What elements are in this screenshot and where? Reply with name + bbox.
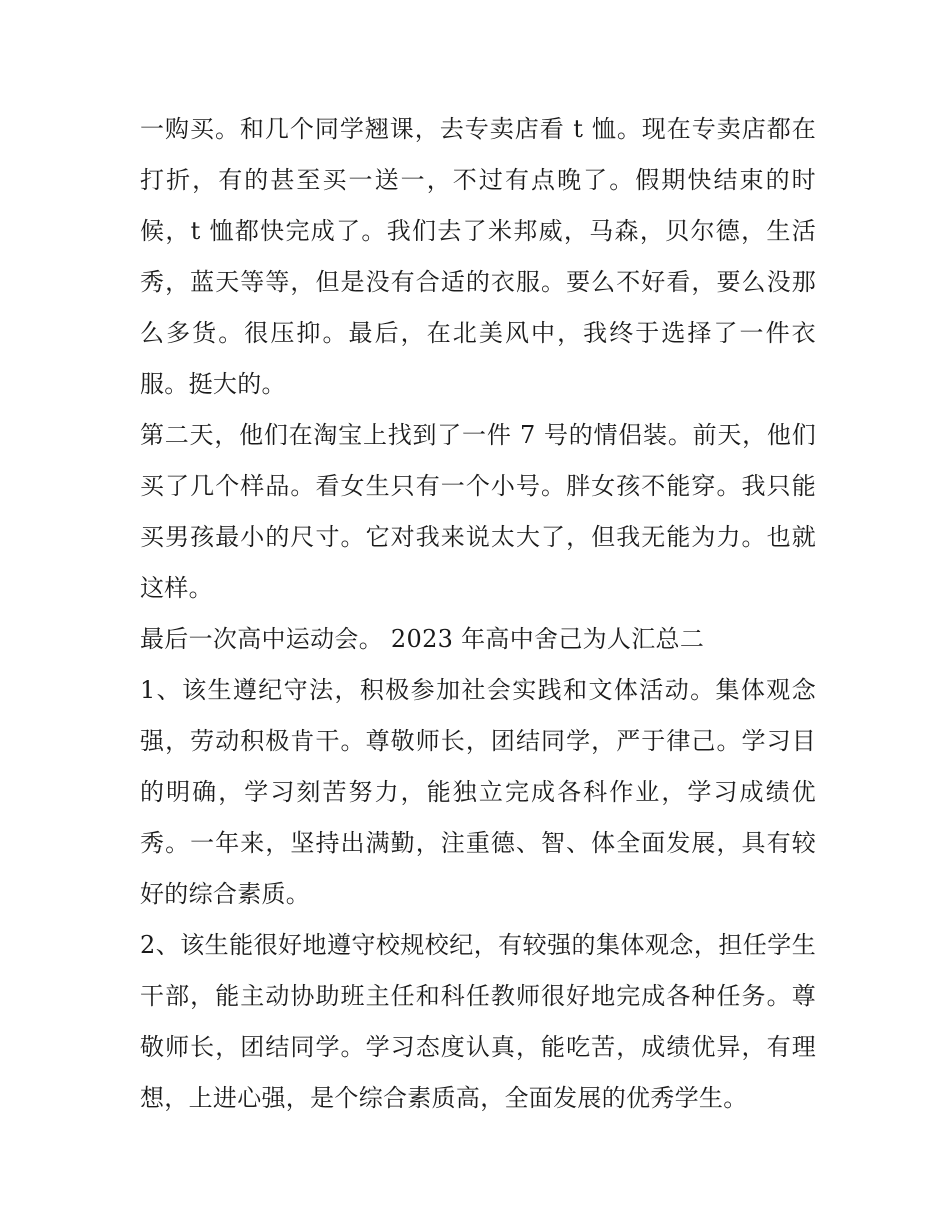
document-body: [140, 104, 816, 1124]
paragraph-sports-meet: 最后一次高中运动会。 2023 年高中舍己为人汇总二: [140, 625, 705, 653]
paragraph-comment-1: 1、该生遵纪守法，积极参加社会实践和文体活动。集体观念强，劳动积极肯干。尊敬师长，团结同学，严于律己。学习目的明确，学习刻苦努力，能独立完成各科作业，学习成绩优秀。一年来，坚持出满勤，注重德、智、体全面发展，具有较好的综合素质。: [140, 676, 816, 908]
paragraph-shopping: 一购买。和几个同学翘课，去专卖店看 t 恤。现在专卖店都在打折，有的甚至买一送一，不过有点晚了。假期快结束的时候，t 恤都快完成了。我们去了米邦威，马森，贝尔德，生活秀，蓝天等等，但是没有合适的衣服。要么不好看，要么没那么多货。很压抑。最后，在北美风中，我终于选择了一件衣服。挺大的。: [140, 115, 816, 398]
paragraph-comment-2: 2、该生能很好地遵守校规校纪，有较强的集体观念，担任学生干部，能主动协助班主任和科任教师很好地完成各种任务。尊敬师长，团结同学。学习态度认真，能吃苦，成绩优异，有理想，上进心强，是个综合素质高，全面发展的优秀学生。: [140, 931, 816, 1112]
paragraph-couple-outfit: 第二天，他们在淘宝上找到了一件 7 号的情侣装。前天，他们买了几个样品。看女生只有一个小号。胖女孩不能穿。我只能买男孩最小的尺寸。它对我来说太大了，但我无能为力。也就这样。: [140, 421, 816, 602]
